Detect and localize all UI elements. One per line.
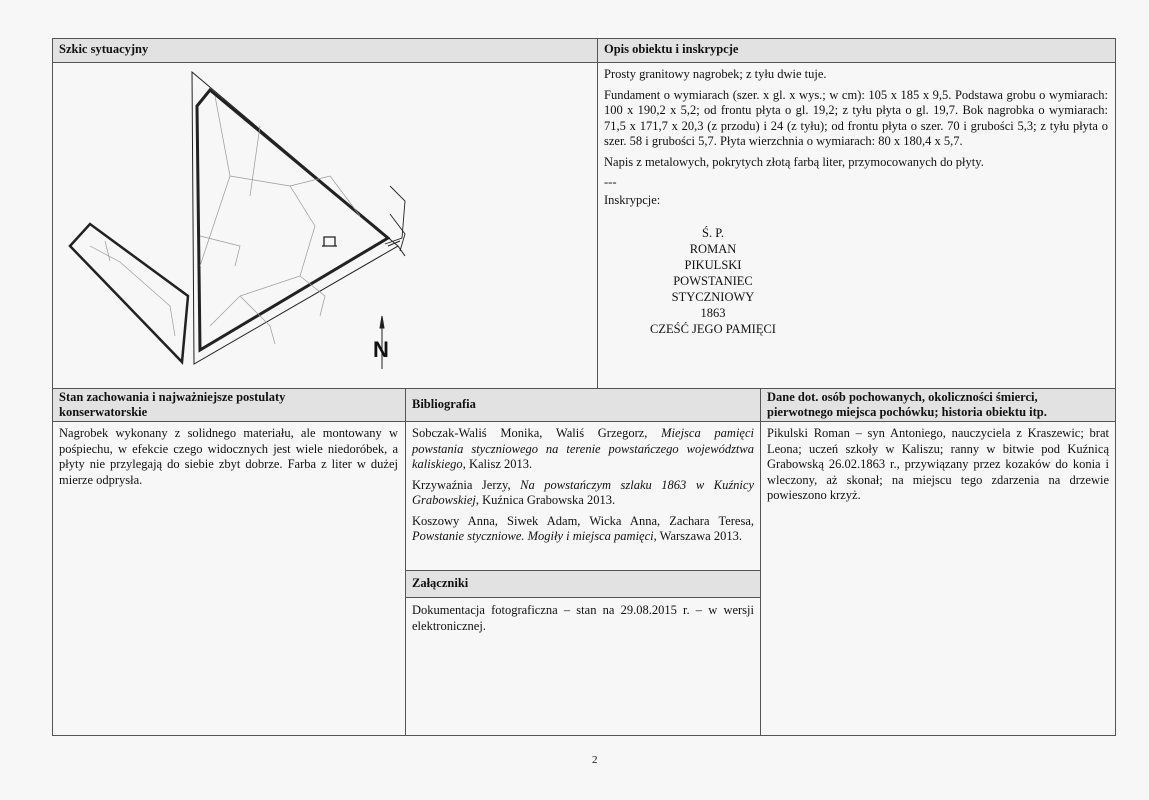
state-header [53, 389, 405, 421]
bibliography-header-text: Bibliografia [412, 397, 476, 411]
state-text: Nagrobek wykonany z solidnego materiału, ale montowany w pośpiechu, w efekcie czego widocznych jest wiele niedoróbek, a płyty nie przylegają do siebie zbyt dobrze. Farba z liter w dużej mierze odprysła. [59, 426, 398, 487]
cemetery-boundary [197, 90, 388, 350]
path-line [200, 236, 240, 266]
attachments-header-text: Załączniki [412, 576, 469, 590]
state-header-line2: konserwatorskie [59, 405, 148, 419]
description-p2: Fundament o wymiarach (szer. x gl. x wys.; w cm): 105 x 185 x 9,5. Podstawa grobu o wymiarach: 100 x 190,2 x 5,2; od frontu płyta o gl. 19,2; z tyłu płyta o gl. 19,7. Bok nagrobka o wymiarach: 71,5 x 171,7 x 20,3 (z przodu) i 24 (z tyłu); od frontu płyta o szer. 70 i grubości 5,3; z tyłu płyta o szer. 58 i grubości 5,7. Płyta wierzchnia o wymiarach: 80 x 180,4 x 5,7. [604, 87, 1108, 148]
bibliography-header [406, 389, 760, 421]
path-line [250, 126, 260, 196]
bibliography-list [412, 426, 754, 550]
attachments-text: Dokumentacja fotograficzna – stan na 29.08.2015 r. – w wersji elektronicznej. [412, 603, 754, 633]
inscription-line: Ś. P. [702, 226, 724, 240]
inscription-label: Inskrypcje: [604, 192, 661, 207]
persons-data-text: Pikulski Roman – syn Antoniego, nauczyciela z Kraszewic; brat Leona; uczeń szkoły w Kaliszu; ranny w bitwie pod Kuźnicą Grabowską 26.02.1863 r., przywiązany przez kozaków do konia i wleczony, aż skonał; na miejscu tego zdarzenia na drzewie powieszono krzyż. [767, 426, 1109, 502]
inscription-line: 1863 [700, 306, 726, 320]
object-description [604, 67, 1108, 208]
persons-data-header [761, 389, 1115, 421]
inscription-line: ROMAN [689, 242, 737, 256]
description-header [598, 39, 1115, 62]
road-line [385, 186, 405, 244]
state-header-line1: Stan zachowania i najważniejsze postulaty [59, 390, 286, 404]
cemetery-outline [192, 72, 398, 364]
north-label: N [373, 337, 389, 362]
bibliography-entry: Koszowy Anna, Siwek Adam, Wicka Anna, Zachara Teresa, Powstanie styczniowe. Mogiły i miejsca pamięci, Warszawa 2013. [412, 513, 754, 543]
attachments-header [406, 571, 760, 597]
persons-data-header-line2: pierwotnego miejsca pochówku; historia obiektu itp. [767, 405, 1047, 419]
road-line [388, 241, 400, 246]
sketch-header [53, 39, 597, 62]
persons-data-header-line1: Dane dot. osób pochowanych, okoliczności śmierci, [767, 390, 1038, 404]
road-line [398, 246, 405, 256]
sketch-header-text: Szkic sytuacyjny [59, 42, 149, 56]
bibliography-entry: Krzywaźnia Jerzy, Na powstańczym szlaku 1863 w Kuźnicy Grabowskiej, Kuźnica Grabowska 2013. [412, 477, 755, 507]
bibliography-entry: Sobczak-Waliś Monika, Waliś Grzegorz, Miejsca pamięci powstania styczniowego na terenie powstańczego województwa kaliskiego, Kalisz 2013. [412, 426, 755, 471]
path-line [200, 96, 230, 266]
divider [406, 597, 760, 598]
inscription-block [598, 225, 828, 337]
path-line [105, 241, 110, 261]
inscription-line: POWSTANIEC [673, 274, 753, 288]
grave-marker [322, 237, 337, 246]
north-arrow-icon [380, 316, 384, 328]
description-p3: Napis z metalowych, pokrytych złotą farbą liter, przymocowanych do płyty. [604, 154, 984, 169]
inscription-line: STYCZNIOWY [671, 290, 755, 304]
inscription-line: CZEŚĆ JEGO PAMIĘCI [650, 322, 776, 336]
description-p1: Prosty granitowy nagrobek; z tyłu dwie tuje. [604, 67, 827, 81]
divider [52, 62, 1116, 63]
divider [52, 421, 1116, 422]
divider [760, 388, 761, 736]
path-line [290, 176, 360, 216]
divider [405, 388, 406, 736]
description-separator: --- [604, 175, 617, 189]
situational-sketch-map [60, 66, 420, 378]
parcel-outline [70, 224, 188, 362]
path-line [90, 246, 175, 336]
inscription-line: PIKULSKI [684, 258, 742, 272]
description-header-text: Opis obiektu i inskrypcje [604, 42, 739, 56]
page-number: 2 [592, 754, 598, 766]
